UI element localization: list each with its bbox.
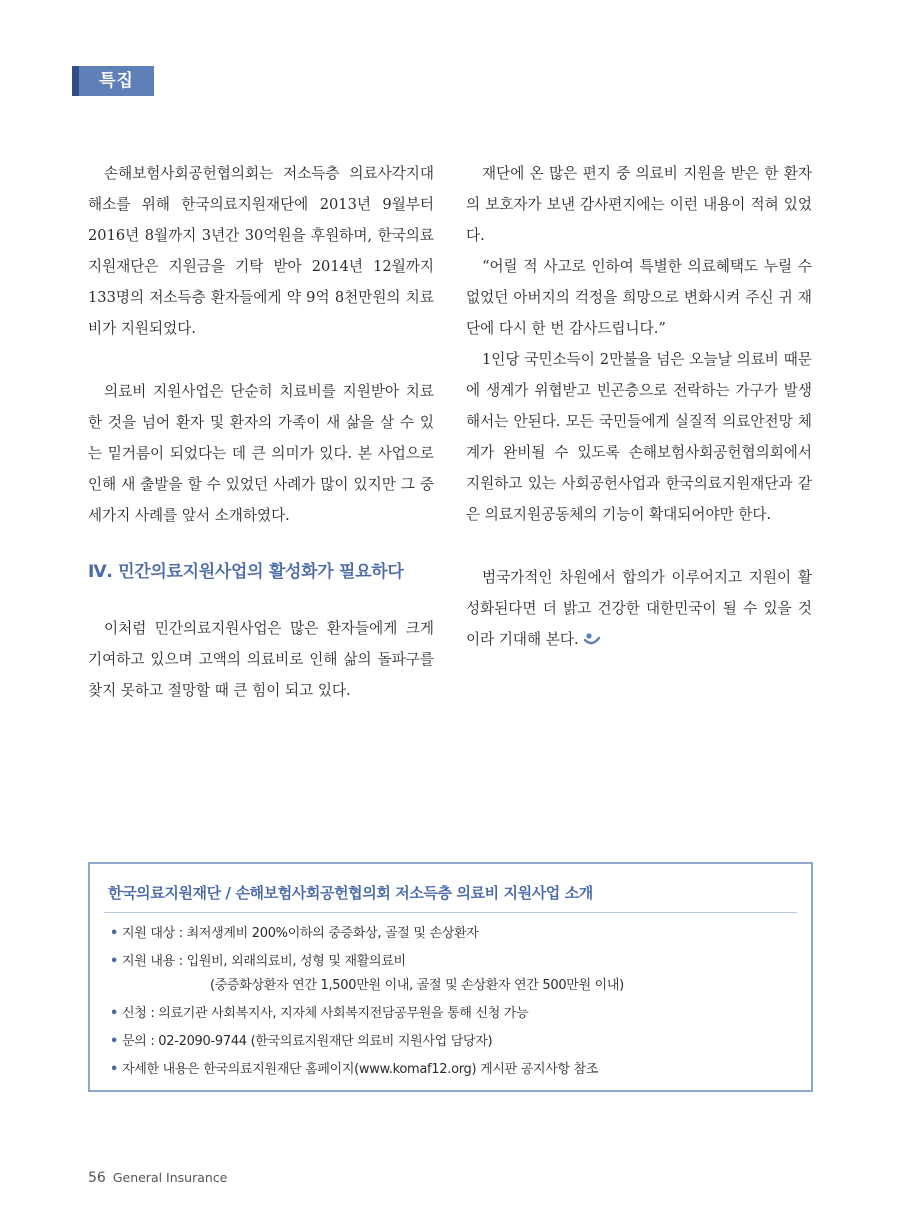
bullet-icon: • [110, 1062, 119, 1077]
bullet-icon: • [110, 1034, 119, 1049]
left-paragraph-3: 이처럼 민간의료지원사업은 많은 환자들에게 크게 기여하고 있으며 고액의 의료비로 인해 삶의 돌파구를 찾지 못하고 절망할 때 큰 힘이 되고 있다. [88, 620, 434, 699]
right-paragraph-3-text: 범국가적인 차원에서 합의가 이루어지고 지원이 활성화된다면 더 밝고 건강한 대한민국이 될 수 있을 것이라 기대해 본다. [466, 569, 812, 648]
left-paragraph-2: 의료비 지원사업은 단순히 치료비를 지원받아 치료한 것을 넘어 환자 및 환자의 가족이 새 삶을 살 수 있는 밑거름이 되었다는 데 큰 의미가 있다. 본 사업으로 인해 새 출발을 할 수 있었던 사례가 많이 있지만 그 중 세가지 사례를 앞서 소개하였다. [88, 383, 434, 524]
info-item-text: 지원 대상 : 최저생계비 200%이하의 중증화상, 골절 및 손상환자 [122, 926, 479, 941]
info-item [110, 1058, 795, 1082]
info-box [88, 862, 813, 1092]
info-item [110, 1002, 795, 1026]
right-column [466, 158, 812, 655]
info-list [110, 922, 795, 1086]
info-item [110, 922, 795, 946]
right-paragraph-2: 1인당 국민소득이 2만불을 넘은 오늘날 의료비 때문에 생계가 위협받고 빈곤층으로 전락하는 가구가 발생해서는 안된다. 모든 국민들에게 실질적 의료안전망 체계가 완비될 수 있도록 손해보험사회공헌협의회에서 지원하고 있는 사회공헌사업과 한국의료지원재단과 같은 의료지원공동체의 기능이 확대되어야만 한다. [466, 351, 812, 523]
page-number: 56 [88, 1170, 106, 1186]
info-box-divider [104, 912, 797, 913]
info-item-text: 자세한 내용은 한국의료지원재단 홈페이지(www.komaf12.org) 게시판 공지사항 참조 [122, 1062, 599, 1077]
bullet-icon: • [110, 1006, 119, 1021]
smile-end-icon [583, 632, 601, 646]
info-item-text: 지원 내용 : 입원비, 외래의료비, 성형 및 재활의료비 [122, 954, 406, 969]
section-heading: Ⅳ. 민간의료지원사업의 활성화가 필요하다 [88, 562, 404, 582]
info-item-subtext: (중증화상환자 연간 1,500만원 이내, 골절 및 손상환자 연간 500만원 이내) [210, 978, 624, 993]
page-footer [88, 1170, 227, 1186]
bullet-icon: • [110, 926, 119, 941]
right-paragraph-3 [466, 562, 812, 655]
left-paragraph-1: 손해보험사회공헌협의회는 저소득층 의료사각지대 해소를 위해 한국의료지원재단에 2013년 9월부터 2016년 8월까지 3년간 30억원을 후원하며, 한국의료지원재단은 지원금을 기탁 받아 2014년 12월까지 133명의 저소득층 환자들에게 약 9억 8천만원의 치료비가 지원되었다. [88, 165, 434, 337]
right-paragraph-1: 재단에 온 많은 편지 중 의료비 지원을 받은 한 환자의 보호자가 보낸 감사편지에는 이런 내용이 적혀 있었다. [466, 165, 812, 244]
bullet-icon: • [110, 954, 119, 969]
info-item-text: 문의 : 02-2090-9744 (한국의료지원재단 의료비 지원사업 담당자) [122, 1034, 493, 1049]
letter-quote: “어릴 적 사고로 인하여 특별한 의료혜택도 누릴 수 없었던 아버지의 걱정을 희망으로 변화시켜 주신 귀 재단에 다시 한 번 감사드립니다.” [466, 258, 812, 337]
section-tag: 특집 [72, 66, 154, 96]
left-column [88, 158, 434, 706]
info-box-title: 한국의료지원재단 / 손해보험사회공헌협의회 저소득층 의료비 지원사업 소개 [108, 884, 593, 902]
info-item [110, 1030, 795, 1054]
info-item-text: 신청 : 의료기관 사회복지사, 지자체 사회복지전담공무원을 통해 신청 가능 [122, 1006, 529, 1021]
info-item [110, 950, 795, 998]
publication-name: General Insurance [112, 1170, 228, 1185]
